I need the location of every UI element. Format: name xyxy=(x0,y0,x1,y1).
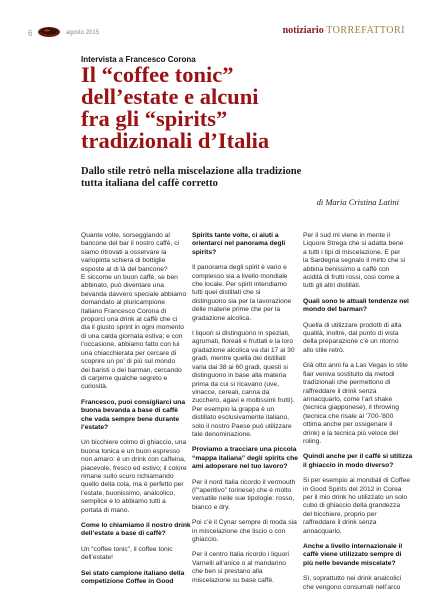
text-line: Già otto anni fa a Las Vegas lo stile xyxy=(303,362,408,370)
text-column-1 xyxy=(81,232,191,593)
text-line: una chiacchierata per cercare di xyxy=(81,349,177,357)
text-line: raffreddare il drink senza xyxy=(303,519,377,527)
text-line: vinacce, cereali, canna da xyxy=(192,388,270,396)
coffee-cup-icon xyxy=(37,26,61,38)
text-line: prima da cui si ricavano (uve, xyxy=(192,380,279,388)
article-title xyxy=(81,64,401,152)
body-paragraph xyxy=(192,478,296,513)
text-line: dia il giusto sprint in ogni momento xyxy=(81,324,184,332)
question-paragraph xyxy=(303,543,403,568)
text-line: gradazione alcolica. xyxy=(192,314,252,322)
body-paragraph xyxy=(192,264,292,323)
question-paragraph xyxy=(81,522,191,539)
text-line: Quindi anche per il caffè si utilizza xyxy=(303,453,413,461)
question-paragraph xyxy=(303,453,413,470)
body-paragraph xyxy=(303,322,403,356)
masthead-title: notiziario xyxy=(282,25,324,36)
text-line: raffreddare il drink senza xyxy=(303,387,377,395)
text-line: annacquarlo. xyxy=(303,527,342,535)
text-line: Francesco, puoi consigliarci una xyxy=(81,398,186,406)
text-line: complesso sia a livello mondiale xyxy=(192,272,288,280)
subtitle-line: tutta italiana del caffè corretto xyxy=(81,178,218,189)
body-paragraph xyxy=(303,575,403,592)
text-column-2 xyxy=(192,232,298,592)
page-header xyxy=(0,0,427,40)
text-line: buona tonica e un buon espresso xyxy=(81,447,180,455)
text-line: Proviamo a tracciare una piccola xyxy=(192,446,297,454)
text-line: bianco e dry. xyxy=(192,503,230,511)
masthead xyxy=(283,25,405,36)
text-line: scoprire un po’ di più sul mondo xyxy=(81,358,176,366)
body-paragraph xyxy=(303,362,408,446)
text-line: dei baristi o dei barman, cercando xyxy=(81,366,182,374)
title-line: dell’estate e alcuni xyxy=(81,84,259,109)
text-line: proporci una drink al caffè che ci xyxy=(81,316,178,324)
text-line: orientarci nel panorama degli xyxy=(192,240,286,248)
text-line: Sì, soprattutto nei drink analcolici xyxy=(303,575,402,583)
text-line: versatile nelle sue tipologie: rosso, xyxy=(192,495,295,503)
text-line: miscelazione su base caffè. xyxy=(192,576,275,584)
text-line: che locale. Per spirit intendiamo xyxy=(192,281,287,289)
text-line: gradi, mentre quella dei distillati xyxy=(192,355,286,363)
text-line: dell’estate! xyxy=(81,554,113,562)
issue-date: agosto 2015 xyxy=(66,30,100,36)
body-paragraph xyxy=(303,232,406,291)
text-line: Varnelli all’anice o al mandarino xyxy=(192,559,286,567)
text-line: delle materie prime che per la xyxy=(192,306,281,314)
text-line: bevanda davvero speciale abbiamo xyxy=(81,290,187,298)
text-line: Per il centro Italia ricordo i liquori xyxy=(192,551,290,559)
body-paragraph xyxy=(81,546,181,563)
text-line: Per esempio la grappa è un xyxy=(192,405,275,413)
article-subtitle xyxy=(81,166,401,190)
text-line: Quante volte, sorseggiando al xyxy=(81,232,170,239)
text-line: Quella di utilizzare prodotti di alta xyxy=(303,321,402,329)
text-line: mondo del barman? xyxy=(303,306,367,314)
text-line: distillato esclusivamente italiano, xyxy=(192,414,290,422)
text-line: spirits? xyxy=(192,248,217,256)
text-line: di carpirne qualche segreto e xyxy=(81,374,168,382)
byline: di Maria Cristina Latini xyxy=(316,197,399,207)
text-line: Spirits tante volte, ci aiuti a xyxy=(192,232,279,239)
text-line: abbinato, può diventare una xyxy=(81,282,164,290)
text-line: E siccome un buon caffè, se ben xyxy=(81,274,178,282)
text-line: tradizionali che permettono di xyxy=(303,379,391,387)
body-paragraph xyxy=(303,477,410,536)
text-line: (tecnica giapponese), il throwing xyxy=(303,404,399,412)
text-line: la Sardegna segnalo il mirto che si xyxy=(303,257,406,265)
text-line: che ben si prestano alla xyxy=(192,568,263,576)
text-line: del bicchiere, proprio per xyxy=(303,510,377,518)
text-line: l’occasione, abbiamo fatto con lui xyxy=(81,341,180,349)
text-line: a tutti i tipi di miscelazione. E per xyxy=(303,248,401,256)
text-column-3 xyxy=(303,232,413,599)
text-line: in Good Spirits del 2012 in Corea xyxy=(303,485,402,493)
page-number: 6 xyxy=(28,29,33,38)
text-line: che vada sempre bene durante xyxy=(81,415,180,423)
text-line: distinguono in base alla materia xyxy=(192,372,287,380)
text-line: più nelle bevande miscelate? xyxy=(303,559,396,567)
text-line: Il panorama degli spirit è vario e xyxy=(192,264,287,272)
text-line: gradazione alcolica va dai 17 ai 30 xyxy=(192,346,295,354)
text-line: abbina benissimo a caffè con xyxy=(303,265,390,273)
text-line: Per il nord Italia ricordo il vermouth xyxy=(192,478,296,486)
body-paragraph xyxy=(81,232,187,392)
text-line: siamo ritrovati a osservare la xyxy=(81,248,167,256)
text-line: Per il sud mi viene in mente il xyxy=(303,232,390,239)
text-line: tutti gli altri distillati. xyxy=(303,282,361,290)
question-paragraph xyxy=(303,297,409,315)
text-line: che vengono consumati nell’arco xyxy=(303,583,401,591)
question-paragraph xyxy=(192,232,292,257)
text-line: di una calda giornata estiva; e con xyxy=(81,332,183,340)
text-line: annacquarlo, come l’art shake xyxy=(303,395,393,403)
body-paragraph xyxy=(192,551,292,585)
text-line: dell’estate a base di caffè? xyxy=(81,530,166,538)
text-line: varia dai 38 ai 60 gradi, questi si xyxy=(192,363,288,371)
text-line: non amaro: è un drink con caffeina, xyxy=(81,456,186,464)
text-line: semplice e lo abbiamo tutti a xyxy=(81,498,166,506)
text-line: Quali sono le attuali tendenze nel xyxy=(303,297,409,305)
text-line: Sei stato campione italiano della xyxy=(81,569,185,577)
text-line: buona bevanda a base di caffè xyxy=(81,407,178,415)
text-line: rimane sullo scuro richiamando xyxy=(81,472,174,480)
text-line: domandato al pluricampione xyxy=(81,299,166,307)
text-line: Poi c’è il Cynar sempre di moda sia xyxy=(192,519,297,527)
text-line: esposte al di là del bancone? xyxy=(81,265,168,273)
text-line: curiosità. xyxy=(81,383,108,391)
text-line: qualità, inoltre, dal punto di vista xyxy=(303,330,399,338)
title-line: Il “coffee tonic” xyxy=(81,62,234,87)
text-line: l’estate? xyxy=(81,423,109,431)
text-line: l’estate, buonissimo, analcolico, xyxy=(81,489,176,497)
text-line: Si per esempio ai mondiali di Coffee xyxy=(303,477,410,485)
text-line: tale denominazione. xyxy=(192,430,252,438)
masthead-subtitle: TORREFATTORI xyxy=(326,25,405,36)
text-line: italiano Francesco Corona di xyxy=(81,307,167,315)
question-paragraph xyxy=(192,446,298,471)
text-line: drink) e la tecnica più veloce del xyxy=(303,429,399,437)
text-line: I liquori si distinguono in speziati, xyxy=(192,330,290,338)
text-line: cubo di ghiaccio della grandezza xyxy=(303,502,401,510)
question-paragraph xyxy=(81,569,185,587)
title-line: fra gli “spirits” xyxy=(81,106,228,131)
question-paragraph xyxy=(81,398,186,433)
text-line: competizione Coffee in Good xyxy=(81,578,174,586)
body-paragraph xyxy=(81,439,187,515)
text-line: caffè viene utilizzato sempre di xyxy=(303,551,402,559)
text-line: (l’“aperitivo” torinese) che è molto xyxy=(192,486,292,494)
text-line: (tecnica che risale al ’700-’800 xyxy=(303,412,394,420)
text-line: zucchero, agavi e moltissimi frutti). xyxy=(192,397,295,405)
text-line: della preparazione c’è un ritorno xyxy=(303,338,399,346)
text-line: Un bicchiere colmo di ghiaccio, una xyxy=(81,439,187,447)
text-line: in miscelazione che liscio o con xyxy=(192,527,286,535)
text-line: allo stile retrò. xyxy=(303,346,345,354)
title-line: tradizionali d’Italia xyxy=(81,128,270,153)
text-line: acidità di frutti rossi, cosi come a xyxy=(303,274,400,282)
interview-kicker: Intervista a Francesco Corona xyxy=(81,55,196,64)
text-line: Liquore Strega che si adatta bene xyxy=(303,240,404,248)
text-line: il ghiaccio in modo diverso? xyxy=(303,461,394,469)
text-line: ghiaccio. xyxy=(192,536,219,543)
text-line: Anche a livello internazionale il xyxy=(303,543,403,550)
subtitle-line: Dallo stile retrò nella miscelazione alla tradizione xyxy=(81,166,302,177)
text-line: Un “coffee tonic”, il coffee tonic xyxy=(81,545,173,553)
text-line: quello della cola, ma è perfetto per xyxy=(81,481,184,489)
text-line: “mappa italiana” degli spirits che xyxy=(192,454,298,462)
text-line: bancone del bar il nostro caffè, ci xyxy=(81,240,180,248)
text-line: ami adoperare nel tuo lavoro? xyxy=(192,463,288,471)
text-line: tutti quei distillati che si xyxy=(192,289,261,297)
text-line: distinguono sia per la lavorazione xyxy=(192,297,292,305)
body-paragraph xyxy=(192,519,297,544)
text-line: portata di mano. xyxy=(81,506,130,514)
text-line: Come lo chiamiamo il nostro drink xyxy=(81,522,191,529)
text-line: solo il nostro Paese può utilizzare xyxy=(192,422,292,430)
text-line: flair veniva sostituito da metodi xyxy=(303,370,395,378)
text-line: variopinta schiera di bottiglie xyxy=(81,257,166,265)
body-paragraph xyxy=(192,330,295,439)
text-line: ottima anche per ossigenare il xyxy=(303,421,393,429)
text-line: roling. xyxy=(303,437,322,445)
text-line: per il mio drink ho utilizzato un solo xyxy=(303,493,408,501)
text-line: agrumati, floreali e fruttati e la loro xyxy=(192,338,294,346)
text-line: piacevole, fresco ed estivo; il colore xyxy=(81,464,187,472)
